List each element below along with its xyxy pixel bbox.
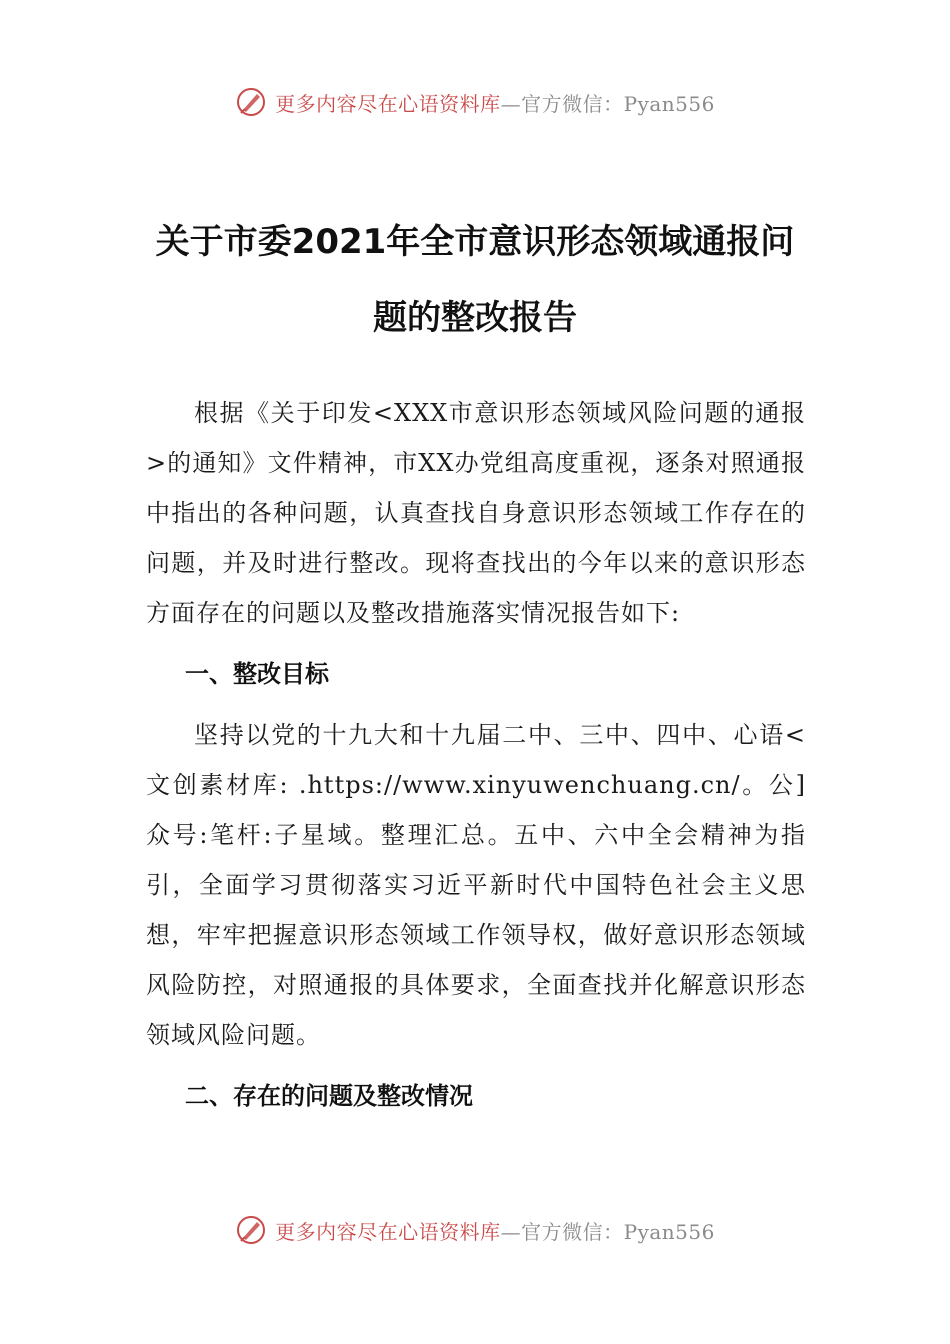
paragraph-2-text: 坚持以党的十九大和十九届二中、三中、四中、心语<文创素材库: .https://www.xinyuwenchuang.cn/。公]众号:笔杆:子星域。整理汇总。五中、六中全会精神为指引，全面学习贯彻落实习近平新时代中国特色社会主义思想，牢牢把握意识形态领域工作领导权，做好意识形态领域风险防控，对照通报的具体要求，全面查找并化解意识形态领域风险问题。 <box>146 721 806 1049</box>
document-title-line2: 题的整改报告 <box>373 298 577 338</box>
section-heading-1: 一、整改目标 <box>185 660 329 688</box>
paragraph-1-text: 根据《关于印发<XXX市意识形态领域风险问题的通报>的通知》文件精神，市XX办党组高度重视，逐条对照通报中指出的各种问题，认真查找自身意识形态领域工作存在的问题，并及时进行整改。现将查找出的今年以来的意识形态方面存在的问题以及整改措施落实情况报告如下: <box>146 399 806 627</box>
quill-logo-icon <box>235 1214 267 1246</box>
body-paragraph-1 <box>146 388 806 638</box>
footer-watermark-banner <box>0 1210 950 1250</box>
watermark-text-red: 更多内容尽在心语资料库 <box>275 1219 501 1244</box>
watermark-text-gray: —官方微信：Pyan556 <box>500 1219 715 1244</box>
watermark-text <box>275 1216 715 1245</box>
watermark-text-gray: —官方微信：Pyan556 <box>500 91 715 116</box>
quill-logo-icon <box>235 86 267 118</box>
body-paragraph-2 <box>146 710 806 1060</box>
watermark-text <box>275 88 715 117</box>
header-watermark-banner <box>0 82 950 122</box>
watermark-text-red: 更多内容尽在心语资料库 <box>275 91 501 116</box>
document-title-line1: 关于市委2021年全市意识形态领域通报问 <box>155 222 795 262</box>
section-heading-2: 二、存在的问题及整改情况 <box>185 1082 473 1110</box>
